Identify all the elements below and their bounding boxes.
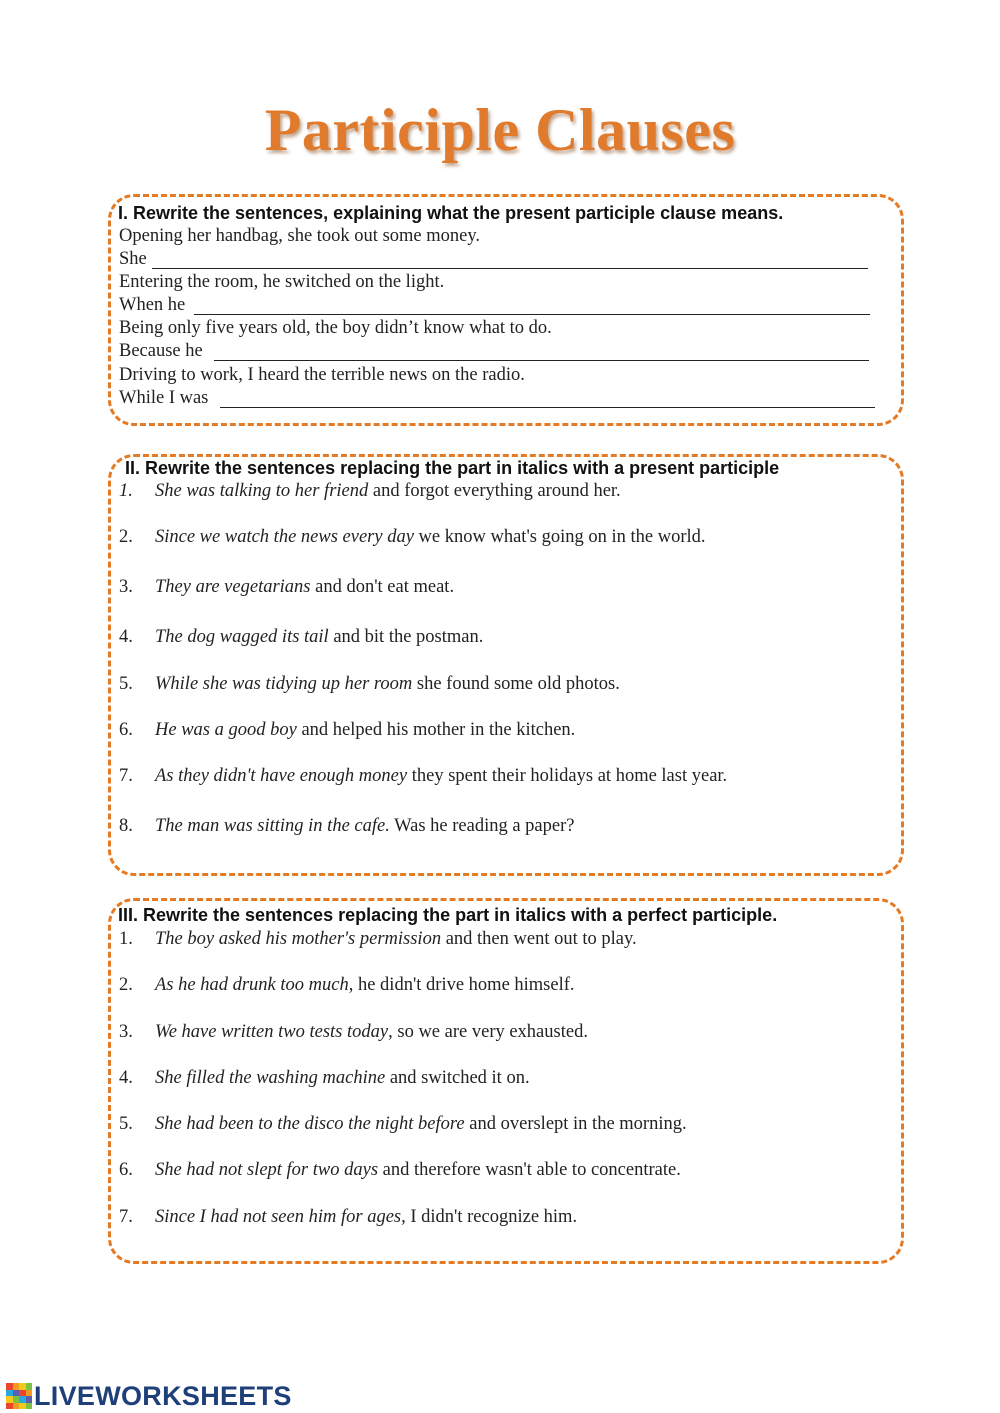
section-2-sentence-6: He was a good boy and helped his mother in the kitchen.	[155, 720, 576, 740]
section-1-prompt-3: Because he	[119, 341, 203, 361]
section-2-sentence-2: Since we watch the news every day we know what's going on in the world.	[155, 527, 706, 547]
section-2-num-1: 1.	[119, 481, 133, 501]
section-2-sentence-4: The dog wagged its tail and bit the postman.	[155, 627, 484, 647]
section-2-num-7: 7.	[119, 766, 133, 786]
section-3-num-6: 6.	[119, 1160, 133, 1180]
section-2-num-2: 2.	[119, 527, 133, 547]
section-3-num-4: 4.	[119, 1068, 133, 1088]
section-2-num-5: 5.	[119, 674, 133, 694]
section-3-num-3: 3.	[119, 1022, 133, 1042]
page-title: Participle Clauses	[264, 97, 736, 163]
section-2-num-3: 3.	[119, 577, 133, 597]
section-2-sentence-5: While she was tidying up her room she found some old photos.	[155, 674, 620, 694]
section-3-sentence-5: She had been to the disco the night before and overslept in the morning.	[155, 1114, 687, 1134]
section-3-sentence-6: She had not slept for two days and therefore wasn't able to concentrate.	[155, 1160, 681, 1180]
answer-line-2[interactable]	[194, 314, 870, 315]
section-2-heading: II. Rewrite the sentences replacing the part in italics with a present participle	[125, 458, 780, 478]
section-3-sentence-7: Since I had not seen him for ages, I didn't recognize him.	[155, 1207, 578, 1227]
section-3-sentence-4: She filled the washing machine and switched it on.	[155, 1068, 530, 1088]
section-2-sentence-3: They are vegetarians and don't eat meat.	[155, 577, 455, 597]
answer-line-4[interactable]	[220, 407, 875, 408]
liveworksheets-brand: LIVEWORKSHEETS	[34, 1380, 292, 1411]
section-3-num-5: 5.	[119, 1114, 133, 1134]
section-1-sentence-4: Driving to work, I heard the terrible news on the radio.	[119, 365, 525, 385]
section-2-num-8: 8.	[119, 816, 133, 836]
section-2-sentence-7: As they didn't have enough money they spent their holidays at home last year.	[155, 766, 728, 786]
section-1-prompt-2: When he	[119, 295, 186, 315]
section-1-prompt-1: She	[119, 249, 147, 269]
section-2-box	[108, 454, 904, 876]
answer-line-3[interactable]	[214, 360, 869, 361]
section-3-sentence-2: As he had drunk too much, he didn't drive home himself.	[155, 975, 575, 995]
section-2-num-4: 4.	[119, 627, 133, 647]
section-3-num-7: 7.	[119, 1207, 133, 1227]
section-3-num-1: 1.	[119, 929, 133, 949]
section-3-num-2: 2.	[119, 975, 133, 995]
section-2-sentence-8: The man was sitting in the cafe. Was he reading a paper?	[155, 816, 575, 836]
section-1-sentence-1: Opening her handbag, she took out some money.	[119, 226, 481, 246]
liveworksheets-logo[interactable]	[6, 1381, 292, 1411]
section-1-prompt-4: While I was	[119, 388, 209, 408]
section-3-sentence-1: The boy asked his mother's permission and then went out to play.	[155, 929, 637, 949]
section-2-num-6: 6.	[119, 720, 133, 740]
section-1-heading: I. Rewrite the sentences, explaining what the present participle clause means.	[118, 203, 784, 223]
section-1-sentence-2: Entering the room, he switched on the light.	[119, 272, 445, 292]
answer-line-1[interactable]	[152, 268, 868, 269]
section-2-sentence-1: She was talking to her friend and forgot everything around her.	[155, 481, 621, 501]
section-3-heading: III. Rewrite the sentences replacing the part in italics with a perfect participle.	[118, 905, 778, 925]
liveworksheets-logo-icon	[6, 1383, 32, 1409]
section-1-sentence-3: Being only five years old, the boy didn’t know what to do.	[119, 318, 552, 338]
section-3-sentence-3: We have written two tests today, so we are very exhausted.	[155, 1022, 588, 1042]
